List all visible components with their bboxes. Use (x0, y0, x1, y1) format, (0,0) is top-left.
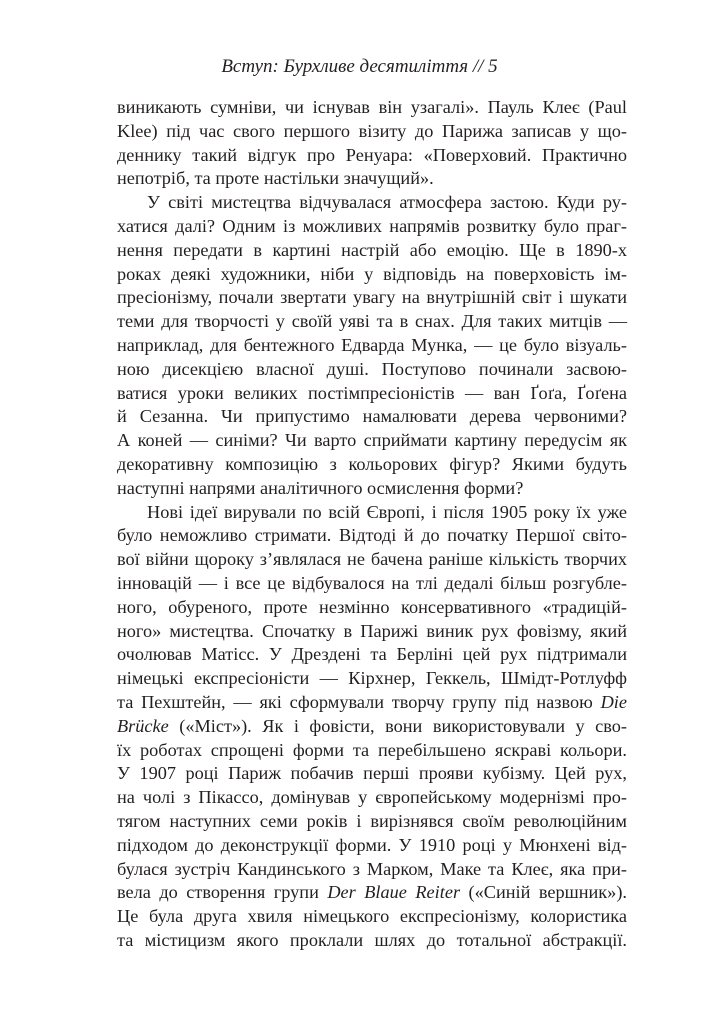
text-line (117, 167, 627, 191)
text-span: ного» мистецтва. Спочатку в Парижі виник рух фовізму, який (117, 620, 627, 641)
text-span: підходом до деконструкції форми. У 1910 році у Мюнхені від- (117, 834, 627, 855)
italic-text: Der Blaue Reiter (327, 882, 461, 903)
text-span: було неможливо стримати. Відтоді й до початку Першої світо- (117, 525, 627, 546)
text-line (117, 334, 627, 358)
text-line (117, 596, 627, 620)
text-line (117, 524, 627, 548)
text-span: й Сезанна. Чи припустимо намалювати дерева червоними? (117, 406, 627, 427)
text-span: У 1907 році Париж побачив перші прояви кубізму. Цей рух, (117, 763, 627, 784)
text-line (117, 572, 627, 596)
text-line (117, 382, 627, 406)
text-line (117, 739, 627, 763)
text-span: Це була друга хвиля німецького експресіонізму, колористика (117, 906, 627, 927)
text-span: роках деякі художники, ніби у відповідь на поверховість ім- (117, 263, 627, 284)
text-line (117, 477, 627, 501)
text-span: очолював Матісс. У Дрездені та Берліні цей рух підтримали (117, 644, 627, 665)
text-line (117, 310, 627, 334)
text-line (117, 286, 627, 310)
text-span: виникають сумніви, чи існував він узагалі». Пауль Клеє (Paul (117, 97, 627, 117)
text-span: їх роботах спрощені форми та перебільшено яскраві кольори. (117, 739, 627, 760)
text-span: ватися уроки великих постімпресіоністів — ван Ґоґа, Ґоґена (117, 382, 627, 403)
running-header: Вступ: Бурхливе десятиліття // 5 (221, 56, 498, 77)
text-line (117, 620, 627, 644)
text-line (117, 191, 627, 215)
italic-text: Brücke (117, 715, 169, 736)
text-line (117, 786, 627, 810)
body-text (117, 96, 627, 953)
text-line (117, 691, 627, 715)
text-line (117, 834, 627, 858)
text-line (117, 501, 627, 525)
text-line (117, 215, 627, 239)
text-span: німецькі експресіоністи — Кірхнер, Геккель, Шмідт-Ротлуфф (117, 668, 627, 689)
text-span: тягом наступних семи років і вирізнявся своїм революційним (117, 810, 627, 831)
text-span: інновацій — і все це відбувалося на тлі дедалі більш розгубле- (117, 572, 627, 593)
text-span: А коней — синіми? Чи варто сприймати картину передусім як (117, 430, 627, 451)
text-span: У світі мистецтва відчувалася атмосфера застою. Куди ру- (147, 192, 627, 213)
text-span: деннику такий відгук про Ренуара: «Поверховий. Практично (117, 144, 627, 165)
text-line (117, 144, 627, 168)
text-span: ною дисекцією власної душі. Поступово починали засвою- (117, 358, 627, 379)
text-span: наступні напрями аналітичного осмислення форми? (117, 477, 524, 498)
text-line (117, 929, 627, 953)
text-line (117, 96, 627, 120)
text-line (117, 881, 627, 905)
text-line (117, 548, 627, 572)
text-span: булася зустріч Кандинського з Марком, Маке та Клеє, яка при- (117, 858, 627, 879)
text-line (117, 810, 627, 834)
text-span: теми для творчості у своїй уяві та в снах. Для таких митців — (117, 311, 627, 332)
text-line (117, 643, 627, 667)
text-span: ного, обуреного, проте незмінно консервативного «традицій- (117, 596, 627, 617)
text-line (117, 239, 627, 263)
text-span: («Міст»). Як і фовісти, вони використовували у сво- (168, 715, 627, 736)
text-span: та Пехштейн, — які сформували творчу групу під назвою (117, 691, 601, 712)
text-span: Klee) під час свого першого візиту до Парижа записав у що- (117, 120, 627, 141)
text-line (117, 715, 627, 739)
text-span: на чолі з Пікассо, домінував у європейському модернізмі про- (117, 787, 627, 808)
text-span: пресіонізму, почали звертати увагу на внутрішній світ і шукати (117, 287, 627, 308)
text-line (117, 263, 627, 287)
text-span: Нові ідеї вирували по всій Європі, і після 1905 року їх уже (147, 501, 627, 522)
text-span: декоративну композицію з кольорових фігур? Якими будуть (117, 453, 627, 474)
text-span: та містицизм якого проклали шлях до тотальної абстракції. (117, 929, 627, 950)
text-span: непотріб, та проте настільки значущий». (117, 168, 434, 189)
text-line (117, 905, 627, 929)
italic-text: Die (600, 691, 627, 712)
text-span: вела до створення групи (117, 882, 328, 903)
text-span: нення передати в картині настрій або емоцію. Ще в 1890-х (117, 239, 627, 260)
text-span: хатися далі? Одним із можливих напрямів розвитку було праг- (117, 215, 627, 236)
text-line (117, 453, 627, 477)
text-line (117, 858, 627, 882)
text-line (117, 762, 627, 786)
text-line (117, 120, 627, 144)
text-span: («Синій вершник»). (460, 882, 627, 903)
text-line (117, 405, 627, 429)
text-span: наприклад, для бентежного Едварда Мунка, — це було візуаль- (117, 334, 627, 355)
text-line (117, 358, 627, 382)
text-span: вої війни щороку з’являлася не бачена раніше кількість творчих (117, 549, 627, 570)
text-line (117, 667, 627, 691)
text-line (117, 429, 627, 453)
